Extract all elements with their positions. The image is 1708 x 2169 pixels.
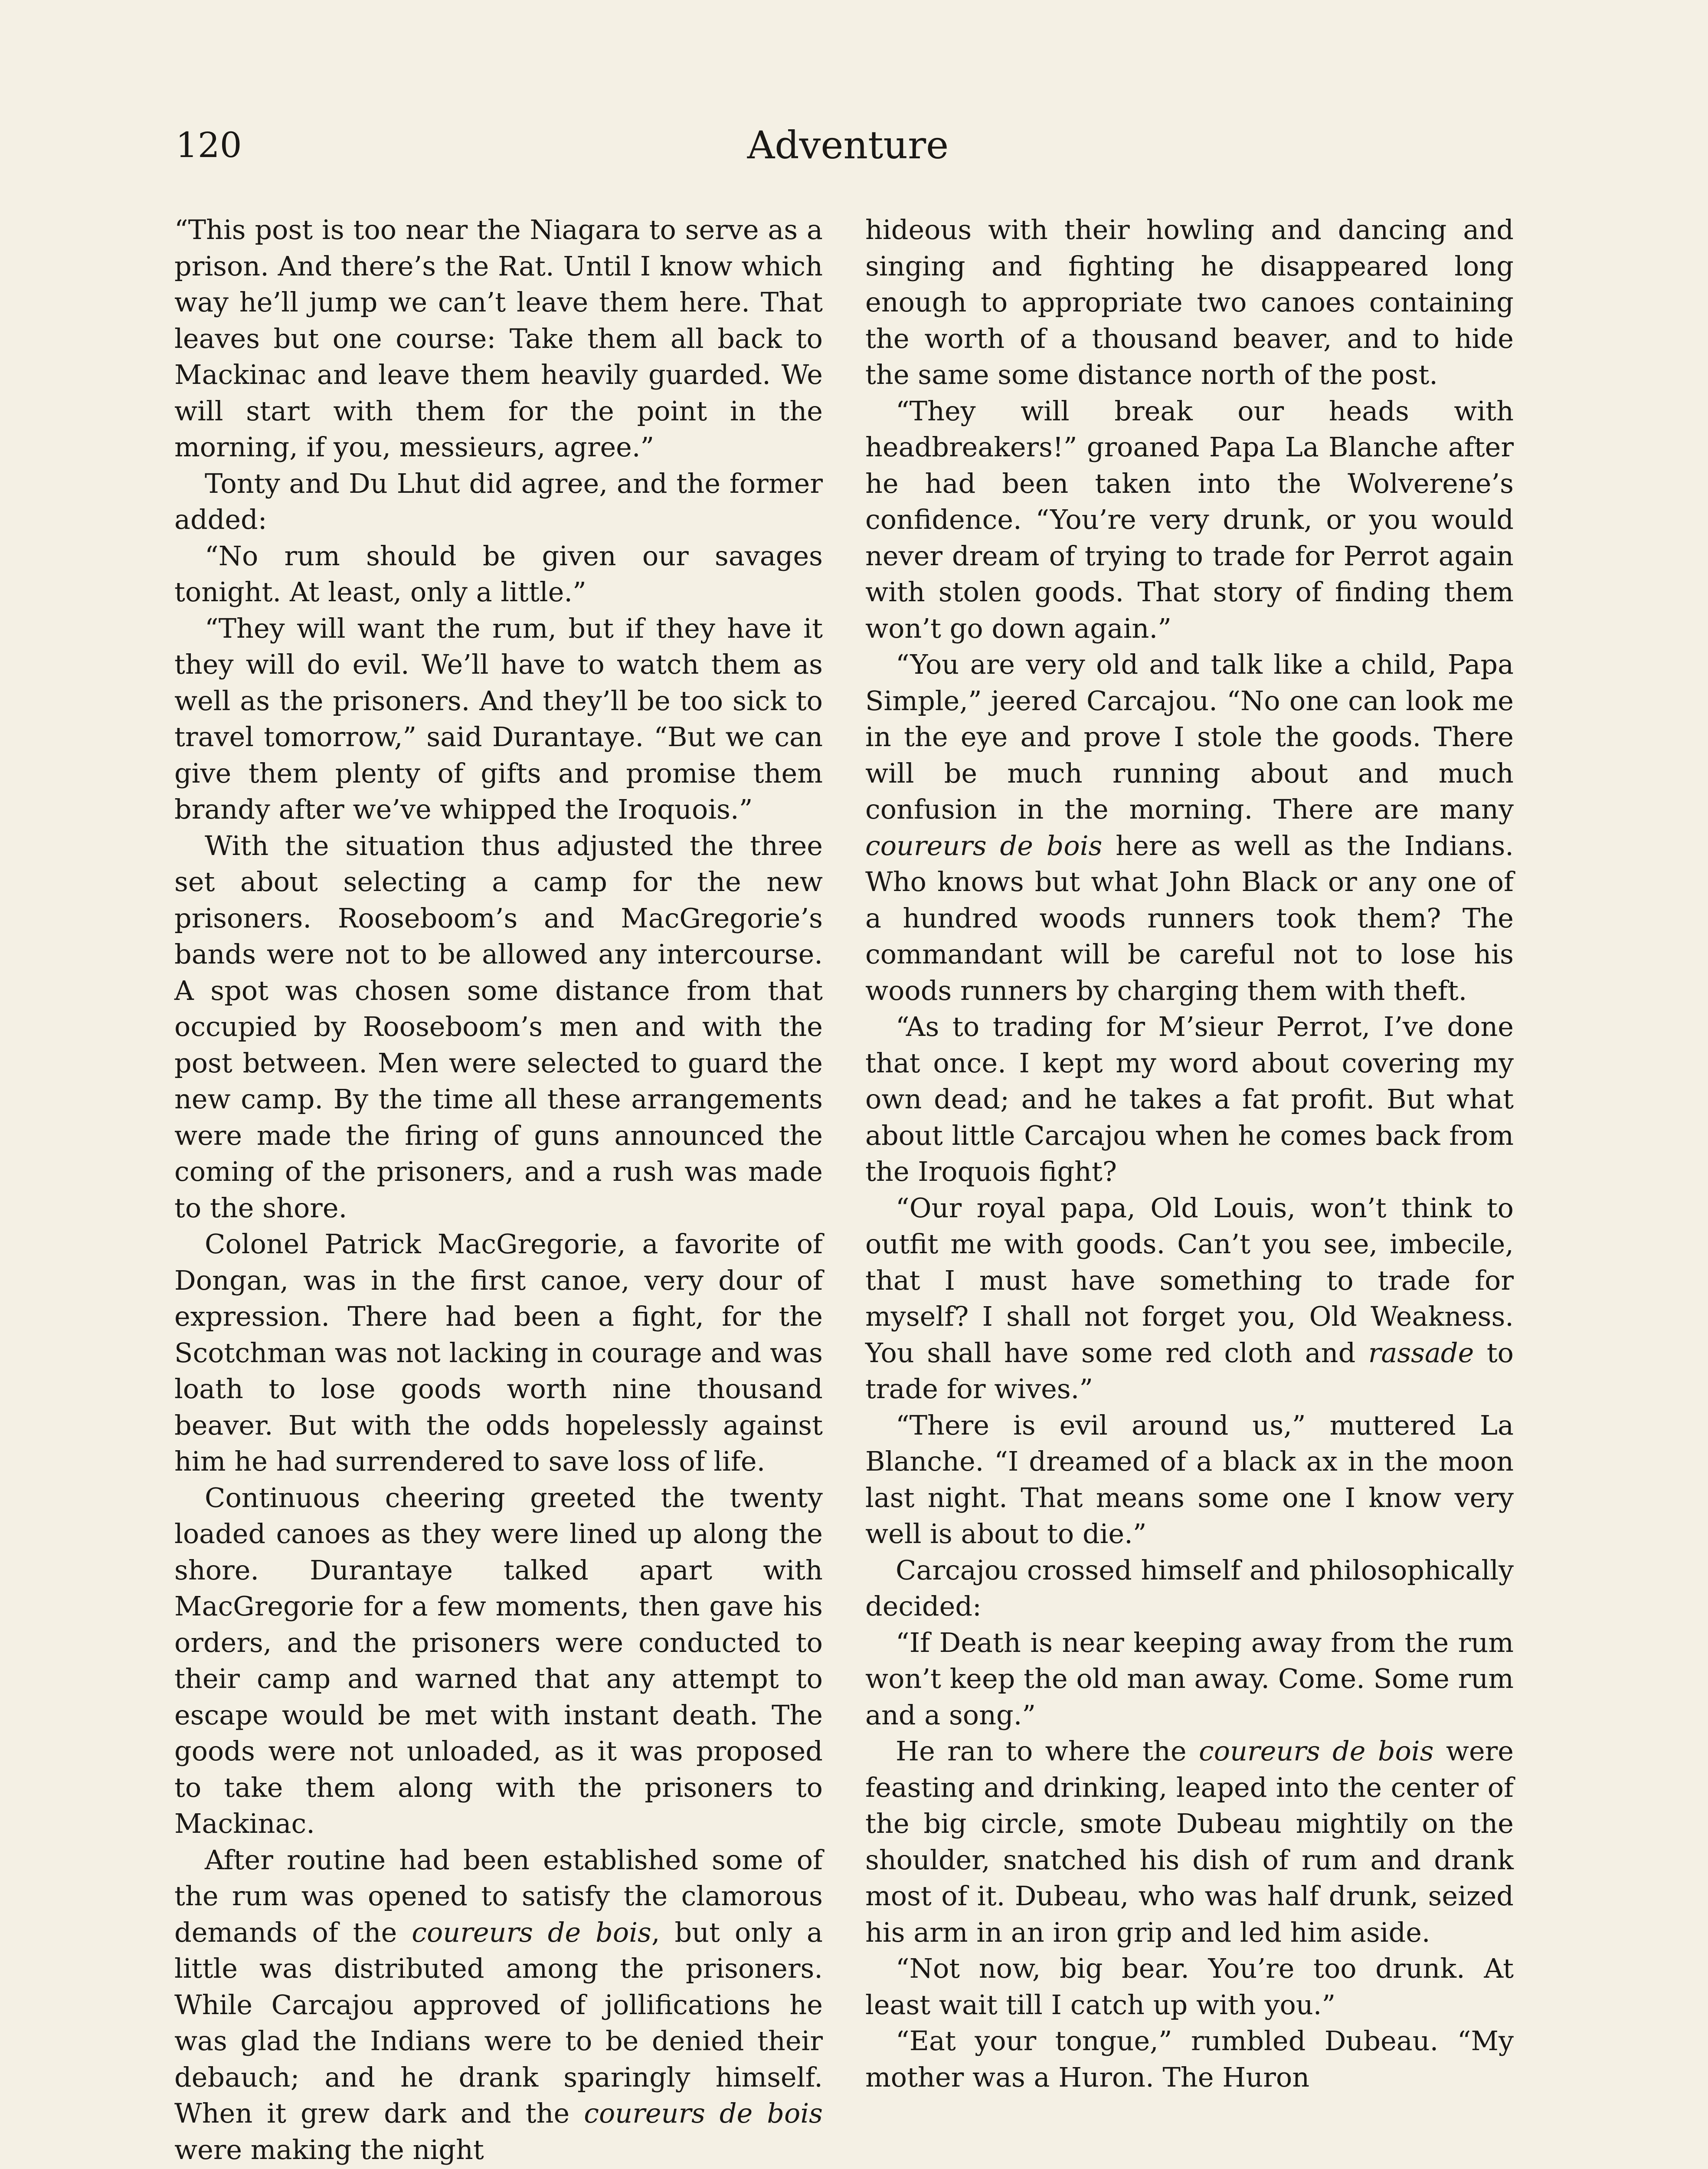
paragraph-text: Carcajou crossed himself and philosophically decided: [865,1554,1514,1622]
page-header [176,121,1520,174]
paragraph-text: “This post is too near the Niagara to serve as a prison. And there’s the Rat. Until I know which way he’ll jump we can’t leave them here. That leaves but one course: Take them all back to Mackinac and leave them heavily guarded. We will start with them for the point in the morning, if you, messieurs, agree.” [174,214,823,463]
text-column-left [174,212,823,2168]
paragraph [865,1552,1514,1625]
paragraph-text: “They will break our heads with headbreakers!” groaned Papa La Blanche after he had been taken into the Wolverene’s confidence. “You’re very drunk, or you would never dream of trying to trade for Perrot again with stolen goods. That story of finding them won’t go down again.” [865,395,1514,644]
paragraph [865,1190,1514,1407]
paragraph [174,465,823,538]
paragraph [174,538,823,610]
paragraph-text: “No rum should be given our savages tonight. At least, only a little.” [174,540,823,608]
paragraph-text: were feasting and drinking, leaped into the center of the big circle, smote Dubeau mightily on the shoulder, snatched his dish of rum and drank most of it. Dubeau, who was half drunk, seized his arm in an iron grip and led him aside. [865,1735,1514,1948]
paragraph-text: Colonel Patrick MacGregorie, a favorite of Dongan, was in the first canoe, very dour of expression. There had been a fight, for the Scotchman was not lacking in courage and was loath to lose goods worth nine thousand beaver. But with the odds hopelessly against him he had surrendered to save loss of life. [174,1228,823,1477]
paragraph-text: He ran to where the [896,1735,1199,1767]
paragraph [865,646,1514,1009]
paragraph [865,1009,1514,1190]
paragraph [174,1480,823,1842]
paragraph [865,393,1514,647]
running-title: Adventure [747,123,949,167]
paragraph [865,1733,1514,1950]
paragraph-text: were making the night [174,2133,484,2166]
paragraph-text: “As to trading for M’sieur Perrot, I’ve done that once. I kept my word about covering my own dead; and he takes a fat profit. But what about little Carcajou when he comes back from the Iroquois fight? [865,1011,1514,1187]
paragraph-text: “You are very old and talk like a child, Papa Simple,” jeered Carcajou. “No one can look me in the eye and prove I stole the goods. There will be much running about and much confusion in the morning. There are many [865,649,1514,825]
italic-text: coureurs de bois [412,1916,651,1948]
paragraph-text: hideous with their howling and dancing and singing and fighting he disappeared long enough to appropriate two canoes containing the worth of a thousand beaver, and to hide the same some distance north of the post. [865,214,1514,390]
paragraph-text: to trade for wives.” [865,1337,1514,1405]
paragraph-text: With the situation thus adjusted the three set about selecting a camp for the new prisoners. Rooseboom’s and MacGregorie’s bands were not to be allowed any intercourse. A spot was chosen some distance from that occupied by Rooseboom’s men and with the post between. Men were selected to guard the new camp. By the time all these arrangements were made the firing of guns announced the coming of the prisoners, and a rush was made to the shore. [174,829,823,1224]
paragraph [865,1407,1514,1552]
paragraph [174,1842,823,2168]
page-number: 120 [176,125,242,165]
paragraph-text: “They will want the rum, but if they have it they will do evil. We’ll have to watch them as well as the prisoners. And they’ll be too sick to travel tomorrow,” said Durantaye. “But we can give them plenty of gifts and promise them brandy after we’ve whipped the Iroquois.” [174,612,823,825]
paragraph [865,212,1514,393]
paragraph-text: , but only a little was distributed among the prisoners. While Carcajou approved of jollifications he was glad the Indians were to be denied their debauch; and he drank sparingly himself. When it grew dark and the [174,1916,823,2129]
italic-text: coureurs de bois [1199,1735,1434,1767]
paragraph-text: “There is evil around us,” muttered La Blanche. “I dreamed of a black ax in the moon last night. That means some one I know very well is about to die.” [865,1409,1514,1550]
paragraph [174,610,823,828]
paragraph-text: “Our royal papa, Old Louis, won’t think to outfit me with goods. Can’t you see, imbecile, that I must have something to trade for myself? I shall not forget you, Old Weakness. You shall have some red cloth and [865,1192,1514,1369]
paragraph-text: “If Death is near keeping away from the rum won’t keep the old man away. Come. Some rum and a song.” [865,1626,1514,1731]
paragraph-text: Continuous cheering greeted the twenty loaded canoes as they were lined up along the shore. Durantaye talked apart with MacGregorie for a few moments, then gave his orders, and the prisoners were conducted to their camp and warned that any attempt to escape would be met with instant death. The goods were not unloaded, as it was proposed to take them along with the prisoners to Mackinac. [174,1481,823,1839]
paragraph [174,1226,823,1480]
paragraph-text: “Eat your tongue,” rumbled Dubeau. “My mother was a Huron. The Huron [865,2025,1514,2093]
italic-text: rassade [1368,1337,1474,1369]
paragraph [865,1950,1514,2023]
paragraph-text: Tonty and Du Lhut did agree, and the former added: [174,467,823,535]
paragraph-text: After routine had been established some of the rum was opened to satisfy the clamorous demands of the [174,1844,823,1948]
paragraph-text: “Not now, big bear. You’re too drunk. At least wait till I catch up with you.” [865,1953,1514,2021]
italic-text: coureurs de bois [865,829,1103,862]
paragraph [174,212,823,465]
italic-text: coureurs de bois [584,2097,823,2129]
paragraph [865,2023,1514,2095]
text-column-right [865,212,1514,2095]
paragraph-text: here as well as the Indians. Who knows but what John Black or any one of a hundred woods runners took them? The commandant will be careful not to lose his woods runners by charging them with theft. [865,829,1514,1006]
paragraph [865,1625,1514,1733]
paragraph [174,828,823,1226]
